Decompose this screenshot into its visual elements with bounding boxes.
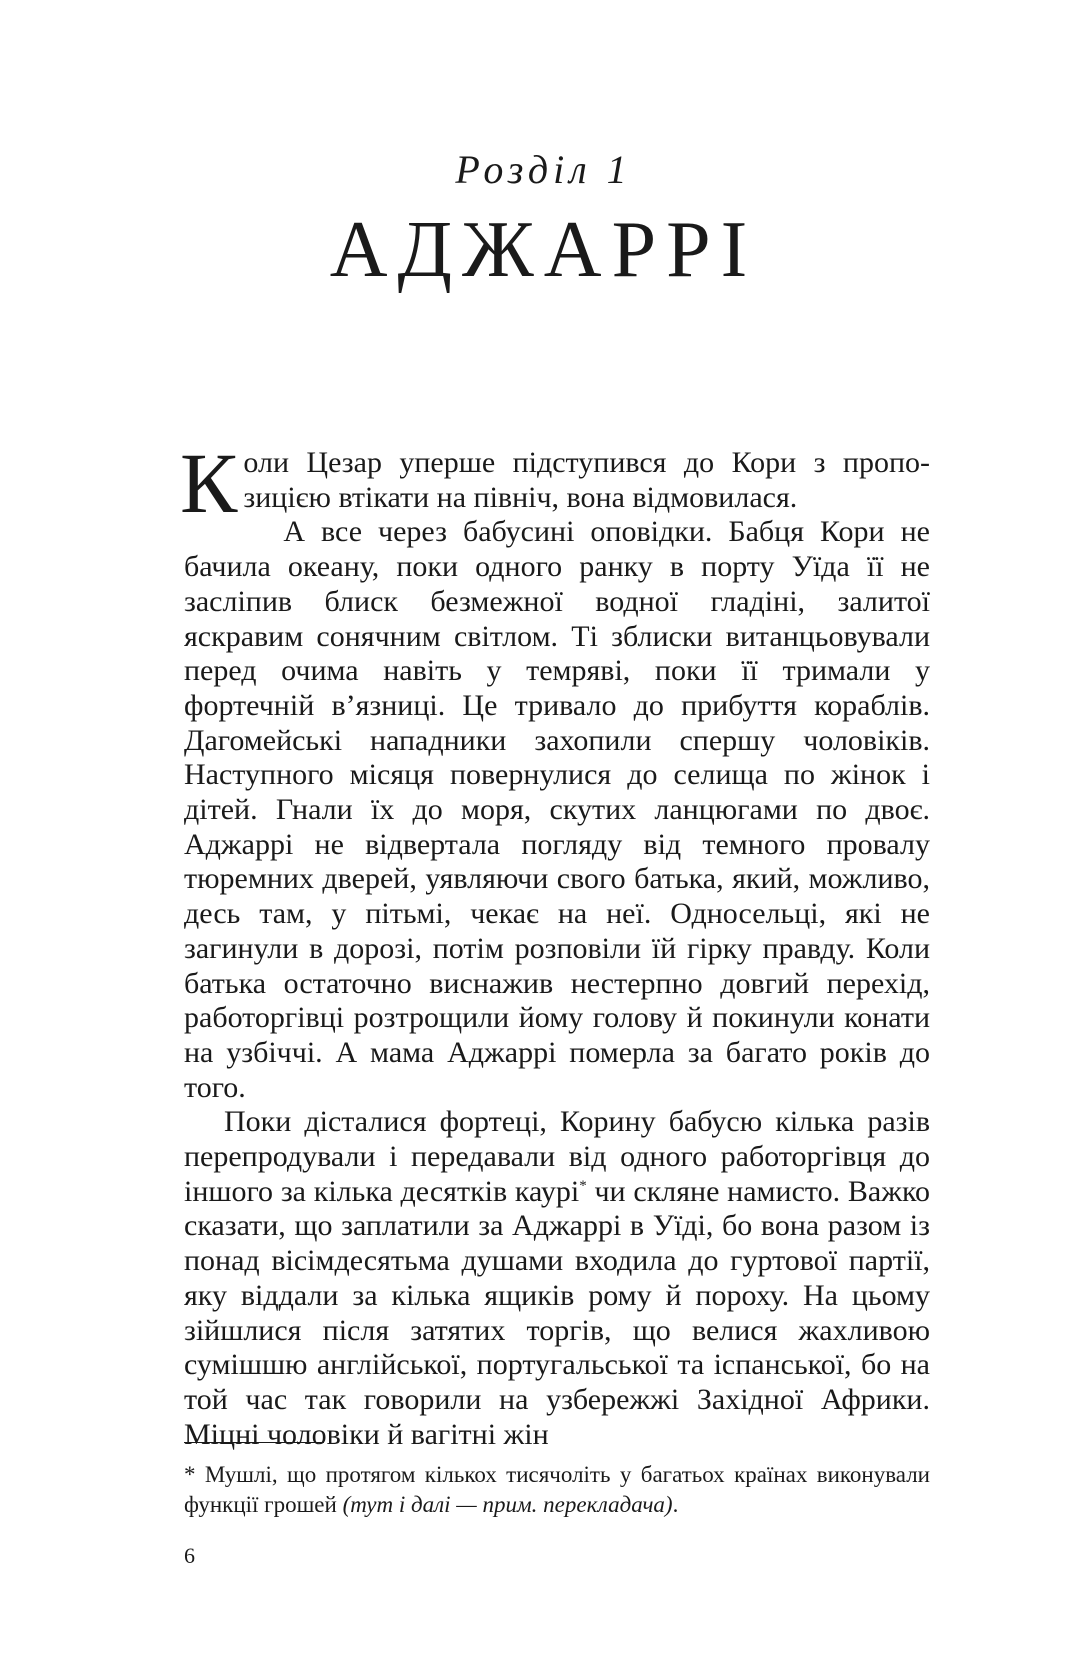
footnote-marker[interactable]: * bbox=[579, 1177, 587, 1194]
paragraph-1-text: оли Цезар уперше підступився до Кори з пропозицією втікати на північ, вона відмовилася. bbox=[243, 446, 930, 514]
paragraph-3 bbox=[184, 1105, 930, 1452]
chapter-label: Розділ 1 bbox=[455, 147, 632, 192]
chapter-body bbox=[180, 435, 930, 1452]
drop-cap: К bbox=[180, 435, 238, 531]
paragraph-3-text-after: чи скляне намисто. Важко сказати, що заплатили за Аджаррі в Уїді, бо вона разом із понад вісімдесятьма душами входила до гуртової партії, яку віддали за кілька ящиків рому й пороху. На цьому зійшлися після затятих торгів, що велися жахливою сумішшю англійської, португальської та іспанської, бо на той час так говорили на узбережжі Західної Африки. Міцні чоловіки й вагітні жін bbox=[184, 1174, 930, 1451]
footnote-translator-note: (тут і далі — прим. перекладача) bbox=[342, 1492, 673, 1517]
page-number: 6 bbox=[184, 1543, 195, 1568]
footnote bbox=[184, 1460, 930, 1520]
chapter-title: АДЖАРРІ bbox=[329, 206, 758, 294]
footnote-end: . bbox=[672, 1492, 679, 1517]
paragraph-2: А все через бабусині оповідки. Бабця Кори не бачила океану, поки одного ранку в порту Уїда її не засліпив блиск безмежної водної гладіні, залитої яскравим сонячним світлом. Ті зблиски витанцьовували перед очима навіть у темряві, поки її тримали у фортечній в’язниці. Це тривало до прибуття кораблів. Дагомейські нападники захопили спершу чоловіків. Наступного місяця повернулися до селища по жінок і дітей. Гнали їх до моря, скутих ланцюгами по двоє. Аджаррі не відвертала погляду від темного провалу тюремних дверей, уявляючи свого батька, який, можливо, десь там, у пітьмі, чекає на неї. Односельці, які не загинули в дорозі, потім розповіли їй гірку правду. Коли батька остаточно виснажив нестерпно довгий перехід, работоргівці розтрощили йому голову й покинули конати на узбіччі. А мама Аджаррі померла за багато років до того. bbox=[184, 515, 930, 1104]
footnote-text: * Мушлі, що протягом кількох тисячоліть у багатьох країнах виконували функції грошей bbox=[184, 1462, 930, 1517]
footnote-divider bbox=[184, 1442, 324, 1443]
paragraph-3-text-before: Поки дісталися фортеці, Корину бабусю кілька разів перепродували і передавали від одного работоргівця до іншого за кілька десятків каурі bbox=[184, 1105, 930, 1208]
paragraph-1 bbox=[180, 435, 930, 531]
